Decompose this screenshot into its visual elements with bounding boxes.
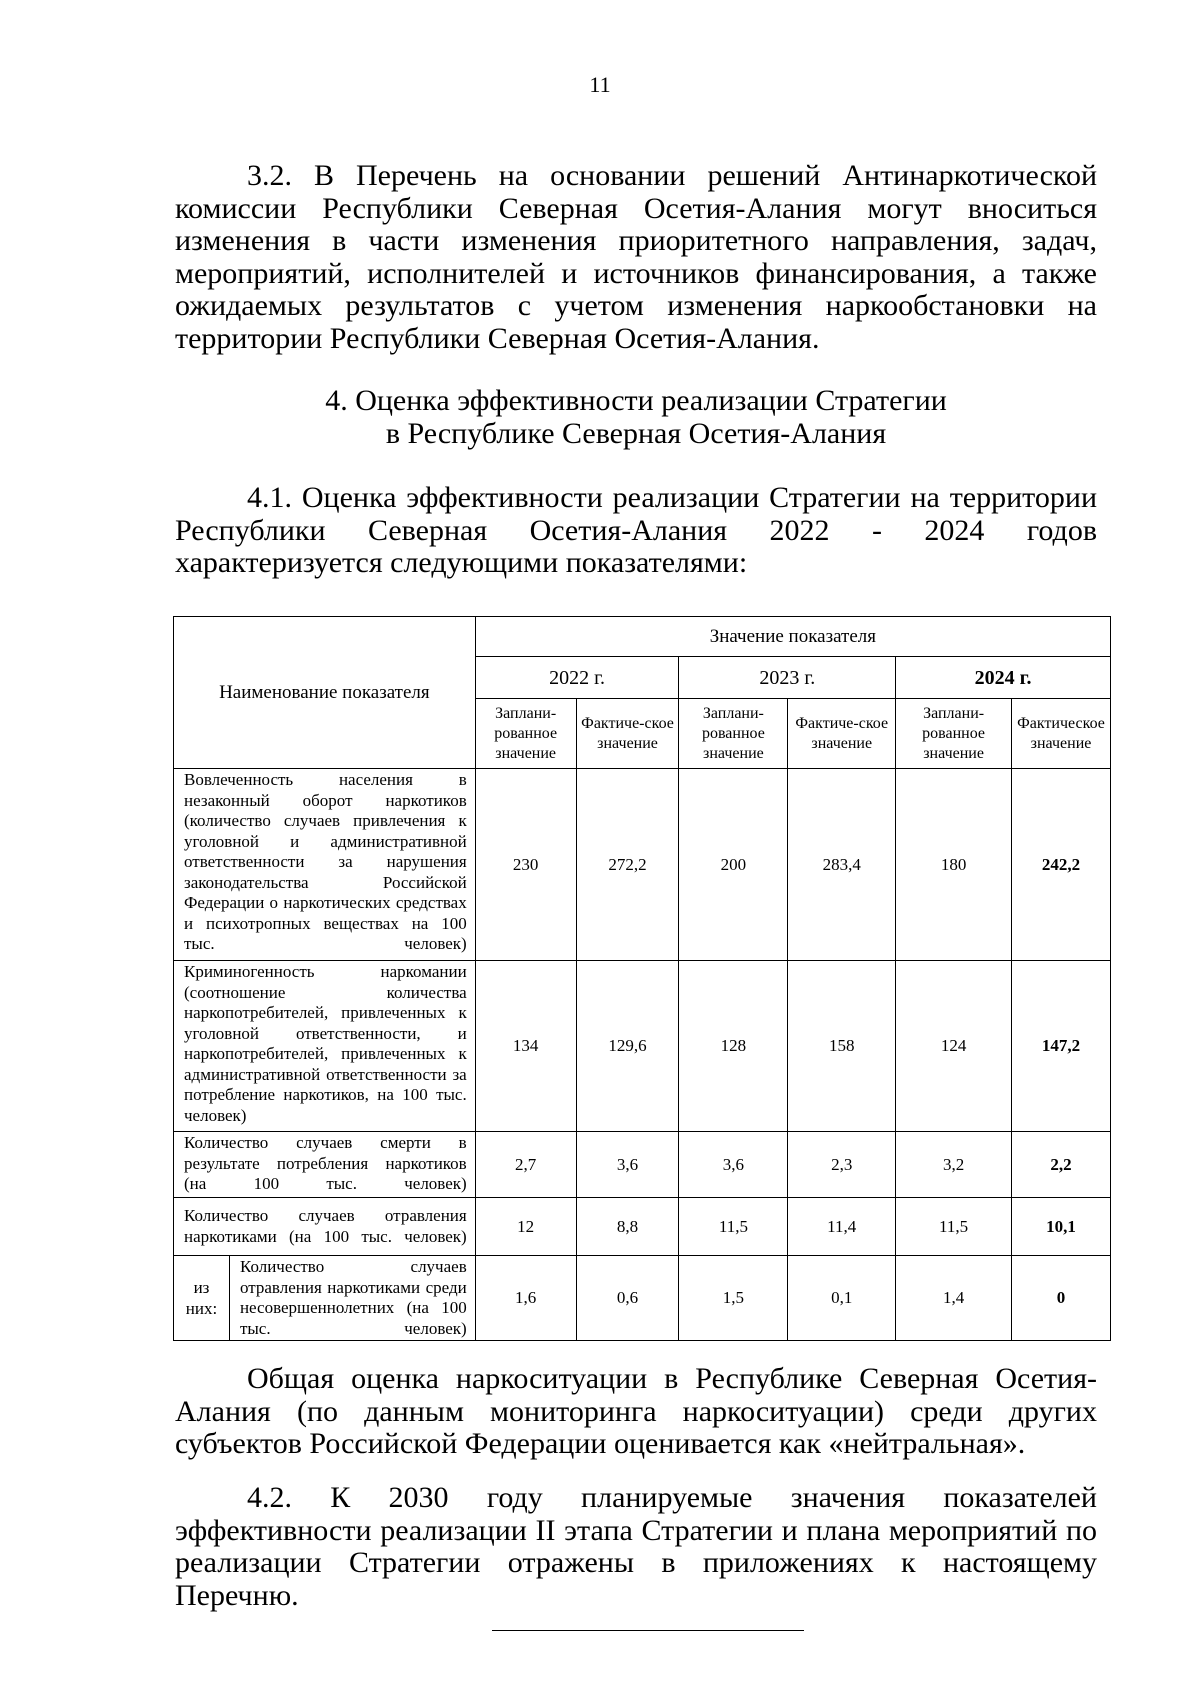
row-indicator-name: Криминогенность наркомании (соотношение количества наркопотребителей, привлеченных к уголовной ответственности, и наркопотребителей, привлеченных к административной ответственности за потребление наркотиков, на 100 тыс. человек) bbox=[174, 961, 476, 1132]
section-heading-line1: 4. Оценка эффективности реализации Стратегии bbox=[325, 384, 947, 417]
paragraph-4-1: 4.1. Оценка эффективности реализации Стратегии на территории Республики Северная Осетия-Алания 2022 - 2024 годов характеризуется следующими показателями: bbox=[175, 481, 1097, 579]
paragraph-overall-assessment: Общая оценка наркоситуации в Республике Северная Осетия-Алания (по данным мониторинга наркоситуации) среди других субъектов Российской Федерации оценивается как «нейтральная». bbox=[175, 1362, 1097, 1460]
cell-planned-2022: 230 bbox=[475, 769, 576, 961]
table-row bbox=[174, 1198, 1111, 1256]
header-indicator-value: Значение показателя bbox=[475, 617, 1110, 657]
header-actual-2024: Фактическое значение bbox=[1012, 699, 1111, 769]
header-year-2023: 2023 г. bbox=[679, 657, 896, 699]
table-row bbox=[174, 769, 1111, 961]
cell-actual-2022: 272,2 bbox=[576, 769, 679, 961]
header-year-2022: 2022 г. bbox=[475, 657, 679, 699]
cell-actual-2023: 283,4 bbox=[788, 769, 896, 961]
table-row bbox=[174, 961, 1111, 1132]
cell-planned-2024: 11,5 bbox=[896, 1198, 1012, 1256]
cell-planned-2024: 180 bbox=[896, 769, 1012, 961]
cell-actual-2022: 0,6 bbox=[576, 1256, 679, 1341]
header-planned-2024: Заплани-рованное значение bbox=[896, 699, 1012, 769]
header-planned-2022: Заплани-рованное значение bbox=[475, 699, 576, 769]
cell-planned-2023: 3,6 bbox=[679, 1132, 788, 1198]
row-indicator-name: Количество случаев смерти в результате потребления наркотиков (на 100 тыс. человек) bbox=[174, 1132, 476, 1198]
header-actual-2023: Фактиче-ское значение bbox=[788, 699, 896, 769]
closing-divider bbox=[492, 1630, 804, 1631]
table-row bbox=[174, 1256, 1111, 1341]
cell-planned-2022: 12 bbox=[475, 1198, 576, 1256]
cell-planned-2022: 2,7 bbox=[475, 1132, 576, 1198]
header-planned-2023: Заплани-рованное значение bbox=[679, 699, 788, 769]
cell-actual-2022: 8,8 bbox=[576, 1198, 679, 1256]
section-heading bbox=[175, 385, 1097, 450]
header-year-2024: 2024 г. bbox=[896, 657, 1111, 699]
cell-planned-2024: 124 bbox=[896, 961, 1012, 1132]
cell-actual-2022: 3,6 bbox=[576, 1132, 679, 1198]
row-indicator-name: Вовлеченность населения в незаконный оборот наркотиков (количество случаев привлечения к уголовной и административной ответственности за нарушения законодательства Российской Федерации о наркотических средствах и психотропных веществах на 100 тыс. человек) bbox=[174, 769, 476, 961]
cell-actual-2024: 242,2 bbox=[1012, 769, 1111, 961]
page-number: 11 bbox=[589, 72, 611, 97]
cell-planned-2022: 1,6 bbox=[475, 1256, 576, 1341]
cell-planned-2023: 11,5 bbox=[679, 1198, 788, 1256]
cell-actual-2023: 2,3 bbox=[788, 1132, 896, 1198]
row-indicator-name: Количество случаев отравления наркотиками (на 100 тыс. человек) bbox=[174, 1198, 476, 1256]
section-heading-line2: в Республике Северная Осетия-Алания bbox=[385, 416, 887, 450]
cell-planned-2024: 1,4 bbox=[896, 1256, 1012, 1341]
cell-actual-2024: 2,2 bbox=[1012, 1132, 1111, 1198]
paragraph-4-2: 4.2. К 2030 году планируемые значения показателей эффективности реализации II этапа Стратегии и плана мероприятий по реализации Стратегии отражены в приложениях к настоящему Перечню. bbox=[175, 1481, 1097, 1612]
header-actual-2022: Фактиче-ское значение bbox=[576, 699, 679, 769]
cell-planned-2023: 200 bbox=[679, 769, 788, 961]
cell-actual-2024: 10,1 bbox=[1012, 1198, 1111, 1256]
indicators-table bbox=[173, 616, 1111, 1341]
cell-planned-2022: 134 bbox=[475, 961, 576, 1132]
cell-planned-2023: 128 bbox=[679, 961, 788, 1132]
cell-actual-2024: 147,2 bbox=[1012, 961, 1111, 1132]
header-indicator-name: Наименование показателя bbox=[174, 617, 476, 769]
table-row bbox=[174, 1132, 1111, 1198]
cell-actual-2023: 0,1 bbox=[788, 1256, 896, 1341]
row-indicator-name: Количество случаев отравления наркотиками среди несовершеннолетних (на 100 тыс. человек) bbox=[229, 1256, 475, 1341]
cell-actual-2023: 158 bbox=[788, 961, 896, 1132]
cell-planned-2024: 3,2 bbox=[896, 1132, 1012, 1198]
cell-planned-2023: 1,5 bbox=[679, 1256, 788, 1341]
cell-actual-2023: 11,4 bbox=[788, 1198, 896, 1256]
cell-actual-2022: 129,6 bbox=[576, 961, 679, 1132]
row-prefix-label: из них: bbox=[174, 1256, 230, 1341]
paragraph-3-2: 3.2. В Перечень на основании решений Антинаркотической комиссии Республики Северная Осетия-Алания могут вноситься изменения в части изменения приоритетного направления, задач, мероприятий, исполнителей и источников финансирования, а также ожидаемых результатов с учетом изменения наркообстановки на территории Республики Северная Осетия-Алания. bbox=[175, 159, 1097, 355]
cell-actual-2024: 0 bbox=[1012, 1256, 1111, 1341]
